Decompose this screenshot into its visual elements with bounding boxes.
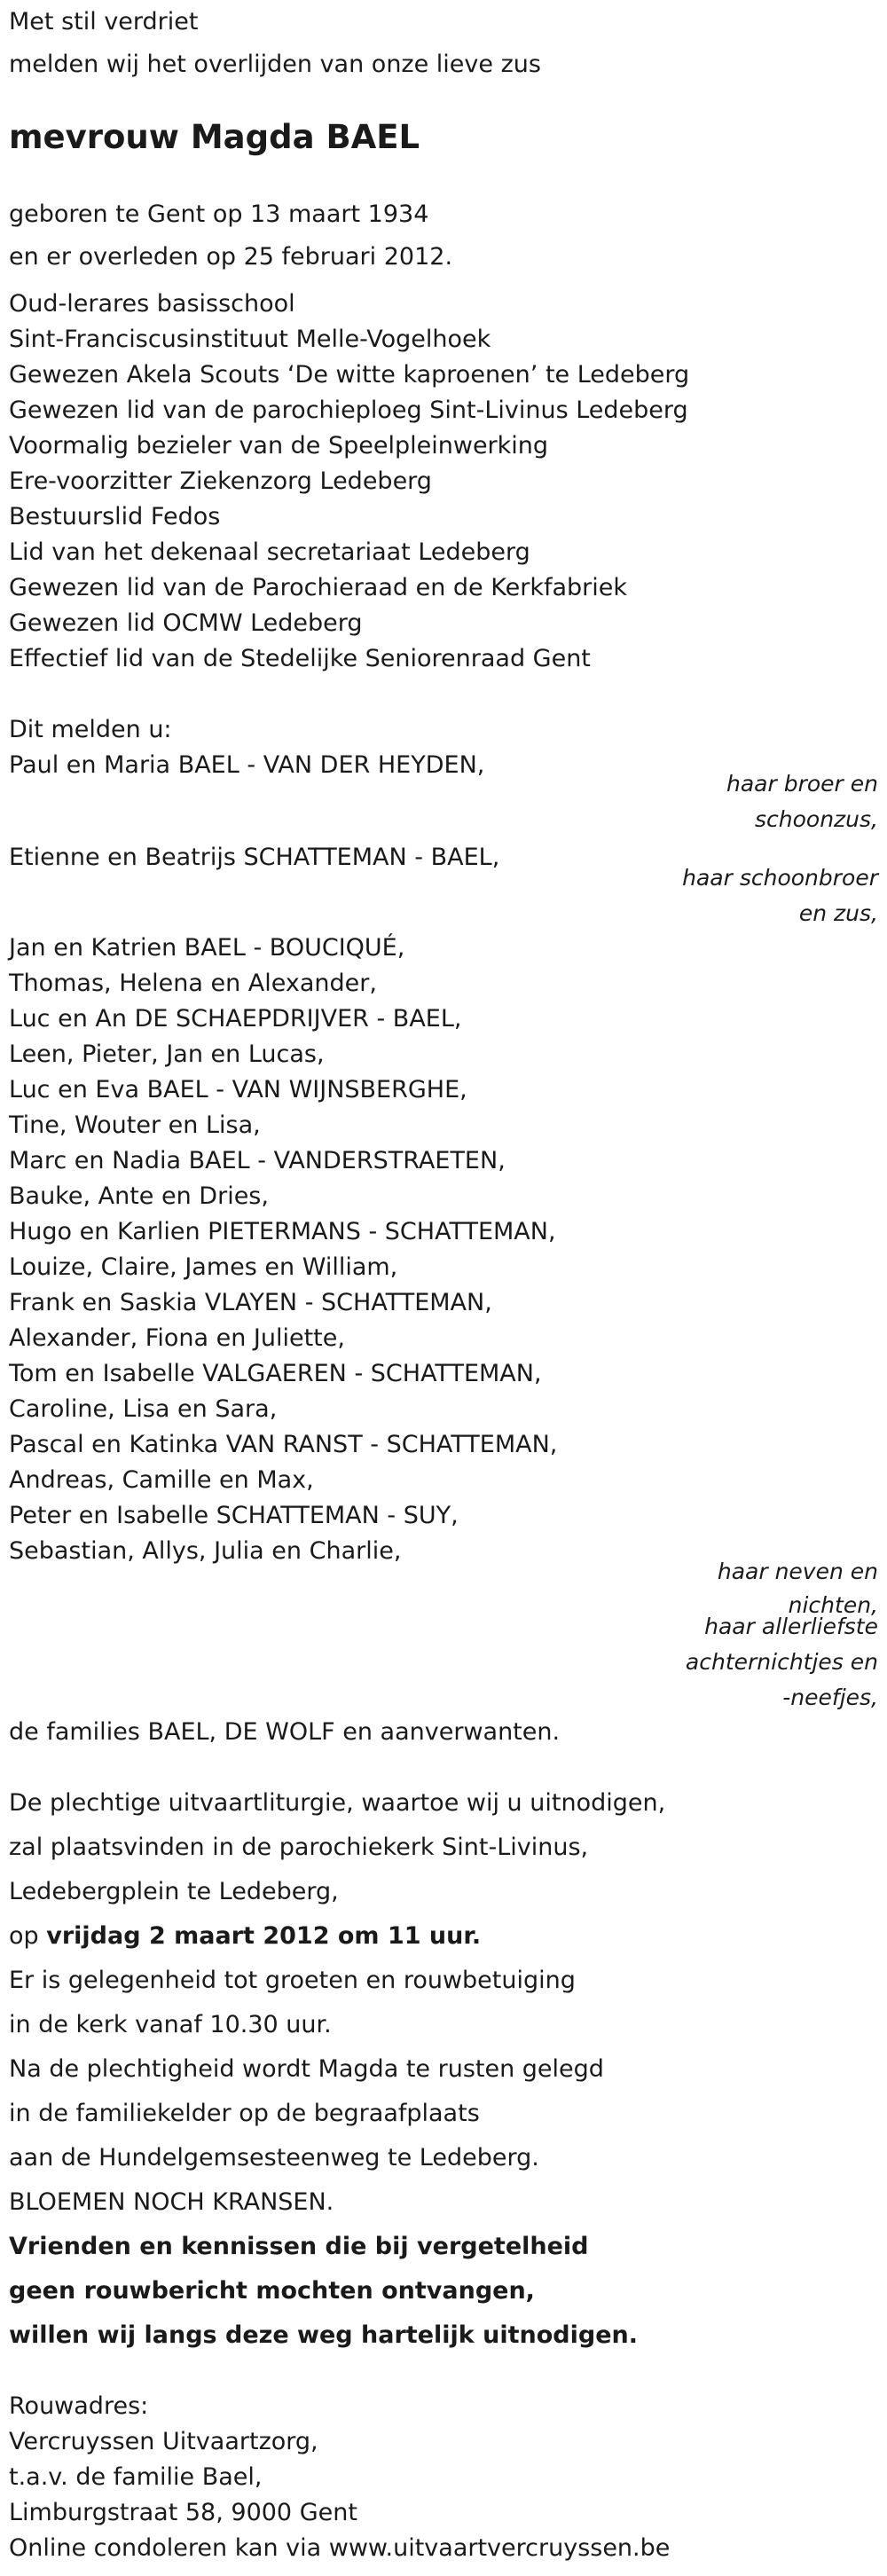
family-line: Luc en Eva BAEL - VAN WIJNSBERGHE, bbox=[9, 1076, 467, 1103]
online-condolence-line bbox=[9, 2533, 670, 2564]
online-condolence-text: Online condoleren kan via bbox=[9, 2534, 329, 2562]
address-line: Vercruyssen Uitvaartzorg, bbox=[9, 2428, 318, 2455]
relation-sister-2: en zus, bbox=[798, 900, 878, 926]
role-item: Ere-voorzitter Ziekenzorg Ledeberg bbox=[9, 467, 432, 495]
family-line: Luc en An DE SCHAEPDRIJVER - BAEL, bbox=[9, 1005, 462, 1033]
relation-brother-1: haar broer en bbox=[726, 771, 878, 797]
family-line: Leen, Pieter, Jan en Lucas, bbox=[9, 1041, 325, 1068]
family-line: Sebastian, Allys, Julia en Charlie, bbox=[9, 1537, 402, 1565]
family-line: Andreas, Camille en Max, bbox=[9, 1466, 314, 1494]
funeral-line: zal plaatsvinden in de parochiekerk Sint-Livinus, bbox=[9, 1834, 589, 1861]
death-line: en er overleden op 25 februari 2012. bbox=[9, 243, 453, 271]
funeral-line: in de familiekelder op de begraafplaats bbox=[9, 2100, 480, 2127]
funeral-line: aan de Hundelgemsesteenweg te Ledeberg. bbox=[9, 2144, 539, 2172]
role-item: Voormalig bezieler van de Speelpleinwerking bbox=[9, 432, 549, 459]
relation-nephews-1: haar neven en bbox=[717, 1559, 878, 1584]
funeral-line: Na de plechtigheid wordt Magda te rusten gelegd bbox=[9, 2055, 604, 2083]
relation-grandnieces-2: achternichtjes en bbox=[685, 1649, 878, 1675]
address-heading: Rouwadres: bbox=[9, 2392, 149, 2420]
funeral-line: Er is gelegenheid tot groeten en rouwbetuiging bbox=[9, 1967, 576, 1994]
families-line: de families BAEL, DE WOLF en aanverwanten. bbox=[9, 1718, 561, 1746]
relation-sister-1: haar schoonbroer bbox=[682, 865, 878, 891]
role-item: Effectief lid van de Stedelijke Seniorenraad Gent bbox=[9, 645, 591, 672]
condolence-website-link[interactable]: www.uitvaartvercruyssen.be bbox=[328, 2534, 671, 2562]
family-line: Marc en Nadia BAEL - VANDERSTRAETEN, bbox=[9, 1147, 506, 1174]
family-line: Louize, Claire, James en William, bbox=[9, 1253, 398, 1281]
announcer-brother: Paul en Maria BAEL - VAN DER HEYDEN, bbox=[9, 751, 485, 779]
relation-grandnieces-1: haar allerliefste bbox=[704, 1614, 878, 1639]
invitation-line: geen rouwbericht mochten ontvangen, bbox=[9, 2277, 535, 2305]
family-line: Thomas, Helena en Alexander, bbox=[9, 970, 377, 997]
family-line: Tom en Isabelle VALGAEREN - SCHATTEMAN, bbox=[9, 1360, 542, 1387]
funeral-line: in de kerk vanaf 10.30 uur. bbox=[9, 2011, 332, 2038]
family-line: Alexander, Fiona en Juliette, bbox=[9, 1324, 345, 1352]
deceased-name: mevrouw Magda BAEL bbox=[9, 118, 420, 156]
family-line: Bauke, Ante en Dries, bbox=[9, 1182, 269, 1210]
role-item: Gewezen lid OCMW Ledeberg bbox=[9, 609, 363, 637]
role-item: Sint-Franciscusinstituut Melle-Vogelhoek bbox=[9, 326, 491, 353]
funeral-line: De plechtige uitvaartliturgie, waartoe wij u uitnodigen, bbox=[9, 1789, 666, 1817]
role-item: Oud-lerares basisschool bbox=[9, 290, 295, 318]
family-line: Pascal en Katinka VAN RANST - SCHATTEMAN, bbox=[9, 1431, 558, 1458]
funeral-date: vrijdag 2 maart 2012 om 11 uur. bbox=[46, 1922, 482, 1950]
funeral-date-line bbox=[9, 1921, 481, 1952]
family-line: Peter en Isabelle SCHATTEMAN - SUY, bbox=[9, 1502, 459, 1529]
intro-line-1: Met stil verdriet bbox=[9, 8, 199, 35]
announcer-sister: Etienne en Beatrijs SCHATTEMAN - BAEL, bbox=[9, 844, 500, 871]
role-item: Gewezen lid van de Parochieraad en de Kerkfabriek bbox=[9, 574, 627, 601]
family-line: Jan en Katrien BAEL - BOUCIQUÉ, bbox=[9, 934, 405, 962]
invitation-line: Vrienden en kennissen die bij vergetelheid bbox=[9, 2233, 589, 2260]
funeral-line: Ledebergplein te Ledeberg, bbox=[9, 1878, 339, 1905]
no-flowers-line: BLOEMEN NOCH KRANSEN. bbox=[9, 2188, 334, 2216]
announcers-heading: Dit melden u: bbox=[9, 716, 172, 743]
relation-brother-2: schoonzus, bbox=[755, 806, 878, 832]
role-item: Lid van het dekenaal secretariaat Ledeberg bbox=[9, 538, 530, 566]
birth-line: geboren te Gent op 13 maart 1934 bbox=[9, 200, 429, 228]
family-line: Frank en Saskia VLAYEN - SCHATTEMAN, bbox=[9, 1289, 492, 1316]
intro-line-2: melden wij het overlijden van onze lieve zus bbox=[9, 51, 541, 78]
relation-grandnieces-3: -neefjes, bbox=[782, 1685, 878, 1710]
address-line: t.a.v. de familie Bael, bbox=[9, 2463, 263, 2491]
address-line: Limburgstraat 58, 9000 Gent bbox=[9, 2499, 357, 2526]
family-line: Tine, Wouter en Lisa, bbox=[9, 1111, 261, 1139]
family-line: Caroline, Lisa en Sara, bbox=[9, 1395, 278, 1423]
invitation-line: willen wij langs deze weg hartelijk uitnodigen. bbox=[9, 2321, 638, 2349]
role-item: Gewezen Akela Scouts ‘De witte kaproenen’ te Ledeberg bbox=[9, 361, 690, 389]
role-item: Gewezen lid van de parochieploeg Sint-Livinus Ledeberg bbox=[9, 397, 688, 424]
relation-nephews-2: nichten, bbox=[788, 1592, 878, 1618]
funeral-date-prefix: op bbox=[9, 1922, 47, 1950]
role-item: Bestuurslid Fedos bbox=[9, 503, 221, 530]
family-line: Hugo en Karlien PIETERMANS - SCHATTEMAN, bbox=[9, 1218, 556, 1245]
